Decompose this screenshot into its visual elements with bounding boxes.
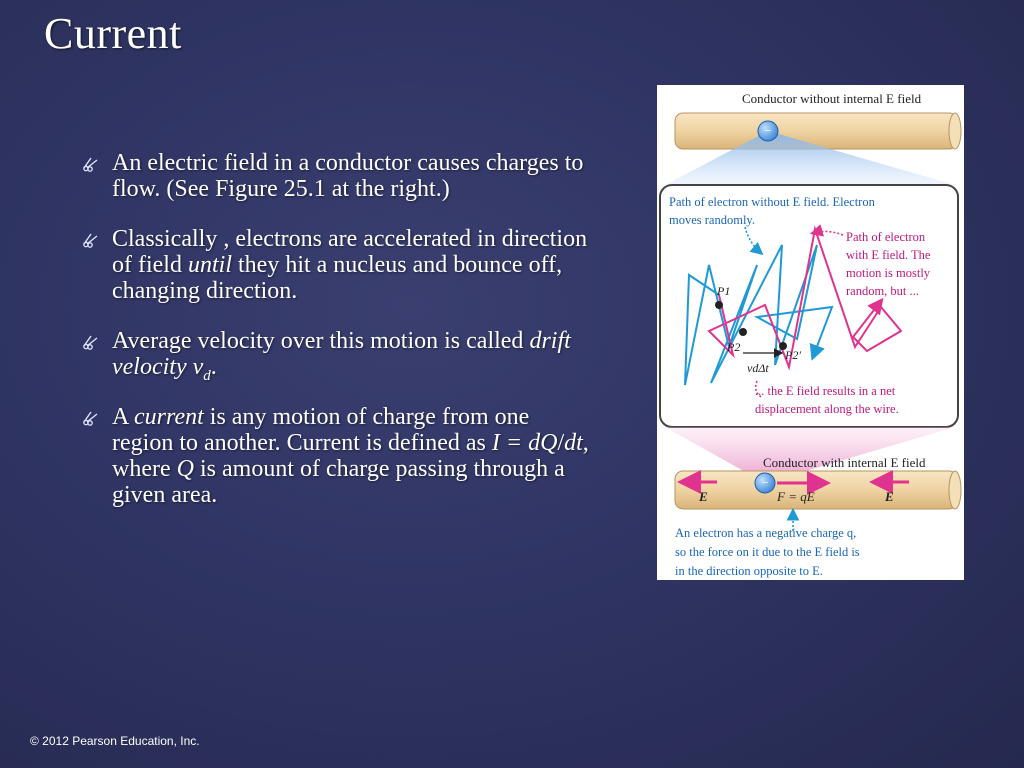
path-with-label-3: motion is mostly bbox=[846, 266, 931, 280]
net-disp-label-2: displacement along the wire. bbox=[755, 402, 899, 416]
bullet-text-segment: dt bbox=[564, 430, 583, 456]
scissors-bullet-icon bbox=[82, 154, 100, 172]
label-p1: P1 bbox=[717, 284, 731, 298]
bullet-item bbox=[82, 150, 592, 202]
electron-sign-bottom: − bbox=[761, 475, 769, 490]
bottom-wire bbox=[675, 471, 961, 509]
bottom-note-3: in the direction opposite to E. bbox=[675, 564, 823, 578]
bottom-note-2: so the force on it due to the E field is bbox=[675, 545, 860, 559]
bullet-text-segment: , where bbox=[112, 430, 589, 482]
path-with-label-4: random, but ... bbox=[846, 284, 919, 298]
net-disp-label-1: ... the E field results in a net bbox=[755, 384, 896, 398]
bullet-text-segment: A bbox=[112, 404, 135, 430]
electron-sign-top: − bbox=[764, 123, 772, 138]
bullet-text-segment: I = dQ bbox=[491, 430, 558, 456]
figure-svg bbox=[657, 85, 964, 580]
scissors-bullet-icon bbox=[82, 332, 100, 350]
bullet-text-segment: Average velocity over this motion is called bbox=[112, 328, 530, 354]
copyright-notice: © 2012 Pearson Education, Inc. bbox=[30, 734, 200, 748]
bullet-text-segment: is amount of charge passing through a given area. bbox=[112, 456, 565, 508]
top-caption: Conductor without internal E field bbox=[742, 91, 922, 106]
path-with-label-2: with E field. The bbox=[846, 248, 931, 262]
bullet-list bbox=[82, 150, 592, 532]
bullet-item bbox=[82, 328, 592, 384]
bullet-text-segment: is any motion of charge from one region to another. Current is defined as bbox=[112, 404, 530, 456]
path-without-label-1: Path of electron without E field. Electron bbox=[669, 195, 875, 209]
scissors-bullet-icon bbox=[82, 230, 100, 248]
conductor-figure bbox=[657, 85, 964, 580]
bullet-item bbox=[82, 404, 592, 508]
bullet-text-segment: . bbox=[210, 354, 217, 380]
top-wire bbox=[675, 113, 961, 149]
bullet-text-segment: drift velocity v bbox=[112, 328, 571, 380]
drift-label: vdΔt bbox=[747, 361, 769, 375]
bullet-text-segment: / bbox=[557, 430, 565, 456]
field-label-left: E bbox=[699, 489, 708, 504]
bullet-text-segment: until bbox=[187, 252, 232, 278]
path-without-label-2: moves randomly. bbox=[669, 213, 755, 227]
bullet-text-segment: they hit a nucleus and bounce off, changing direction. bbox=[112, 252, 563, 304]
field-label-right: E bbox=[885, 489, 894, 504]
label-p2-prime: P2′ bbox=[785, 348, 801, 362]
slide-title: Current bbox=[44, 9, 182, 58]
bullet-text-segment: current bbox=[134, 404, 204, 430]
point-p2 bbox=[739, 328, 747, 336]
bottom-caption: Conductor with internal E field bbox=[763, 455, 926, 470]
bullet-item bbox=[82, 226, 592, 304]
bullet-text-segment: An electric field in a conductor causes charges to flow. (See Figure 25.1 at the right.) bbox=[112, 150, 584, 202]
bullet-text-segment: Classically , electrons are accelerated in direction of field bbox=[112, 226, 588, 278]
bullet-text-segment: Q bbox=[176, 456, 194, 482]
path-with-label-1: Path of electron bbox=[846, 230, 926, 244]
force-label: F = qE bbox=[777, 489, 815, 504]
scissors-bullet-icon bbox=[82, 408, 100, 426]
label-p2: P2 bbox=[727, 340, 741, 354]
bullet-text-segment: d bbox=[203, 367, 211, 384]
bottom-note-1: An electron has a negative charge q, bbox=[675, 526, 857, 540]
point-p1 bbox=[715, 301, 723, 309]
